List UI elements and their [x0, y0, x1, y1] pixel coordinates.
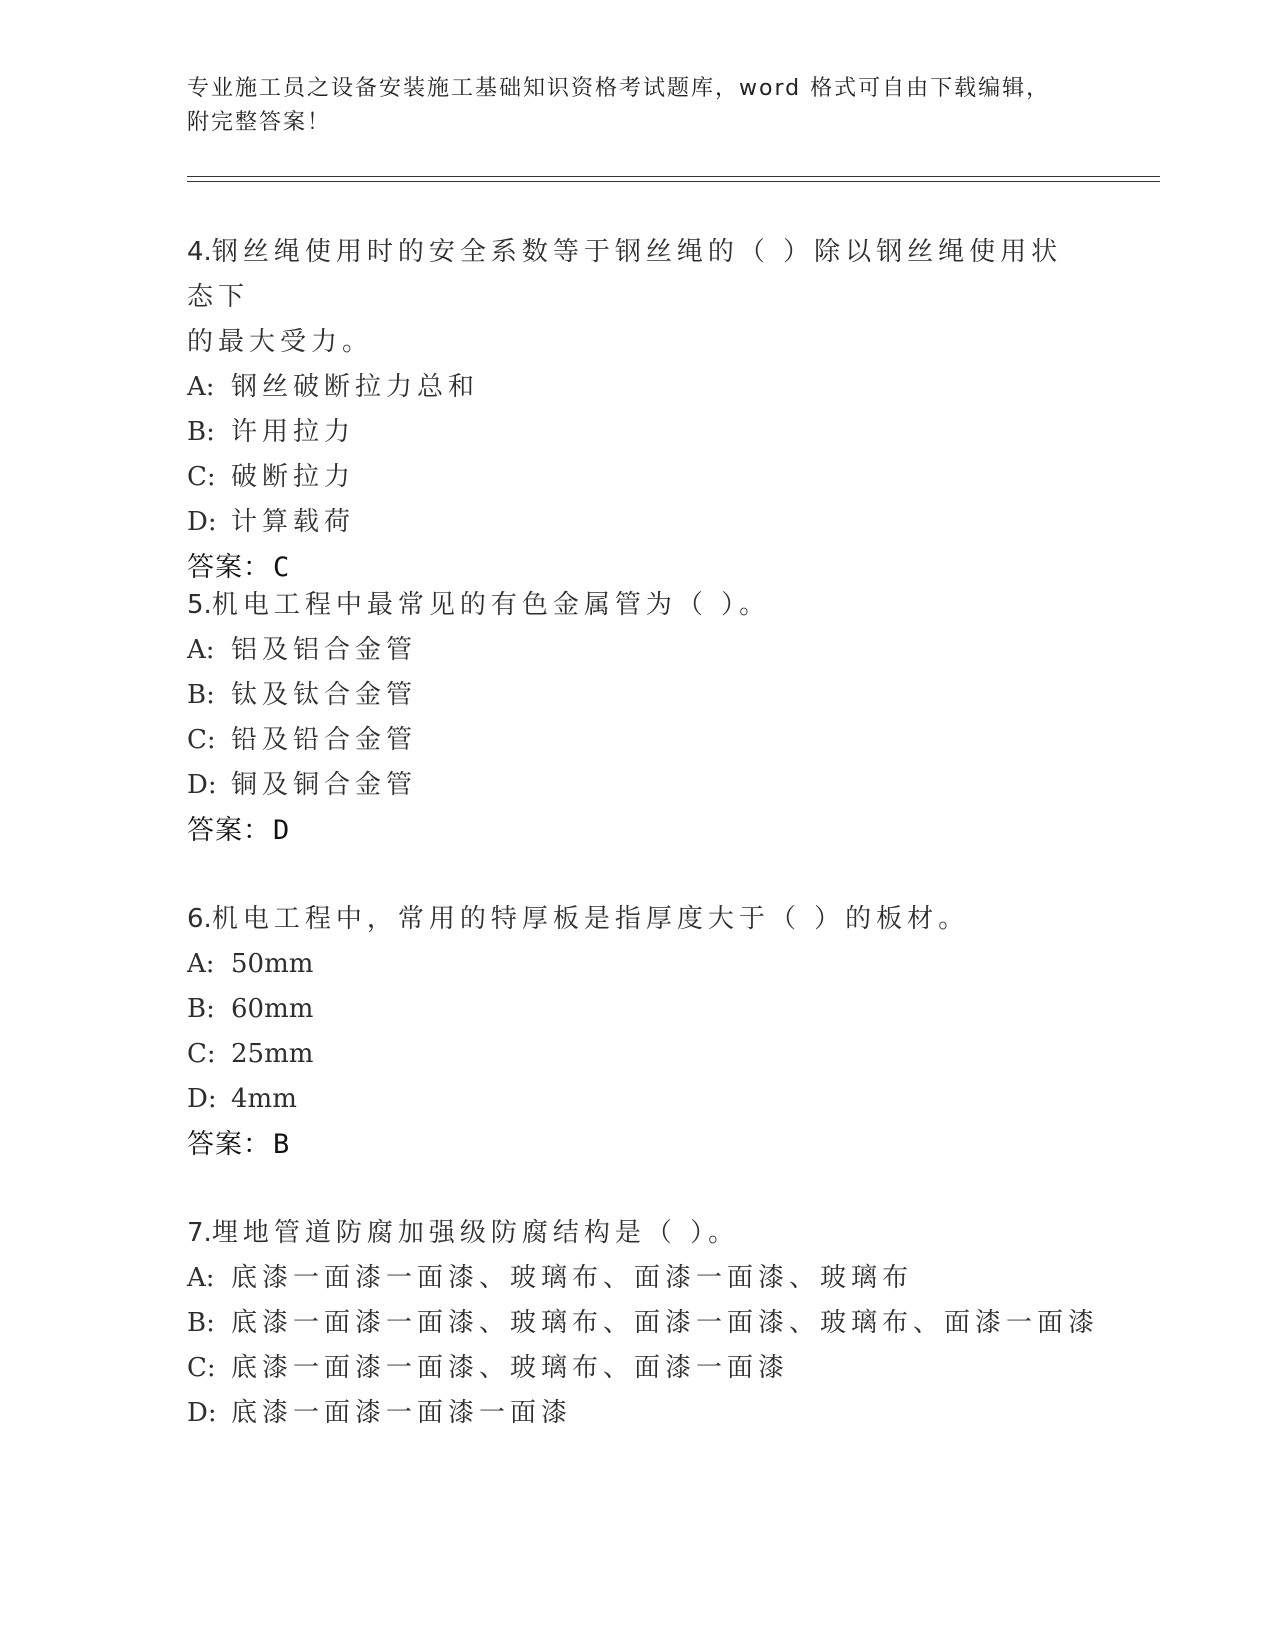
option-text: 许用拉力 — [231, 417, 356, 447]
question-text-line-1: 机电工程中，常用的特厚板是指厚度大于（ ）的板材。 — [211, 904, 970, 934]
question-text-line-1: 埋地管道防腐加强级防腐结构是（ ）。 — [211, 1218, 740, 1248]
option-text: 计算载荷 — [231, 507, 356, 537]
option-text: 破断拉力 — [231, 462, 356, 492]
option-text: 4mm — [231, 1084, 297, 1114]
option-text: 钢丝破断拉力总和 — [231, 372, 480, 402]
document-header — [187, 72, 1087, 140]
answer-value: D — [273, 815, 291, 846]
option-key: D: — [187, 770, 217, 800]
question-stem — [187, 230, 1087, 320]
header-divider-top — [187, 176, 1160, 177]
option-key: B: — [187, 680, 215, 710]
option-text: 25mm — [231, 1039, 314, 1069]
option-a — [187, 365, 1087, 410]
option-text: 底漆一面漆一面漆、玻璃布、面漆一面漆、玻璃布 — [231, 1263, 914, 1293]
option-key: D: — [187, 1084, 217, 1114]
question-number: 6. — [187, 904, 212, 934]
option-d — [187, 500, 1087, 545]
option-a — [187, 628, 1087, 673]
question-stem — [187, 1211, 1087, 1256]
option-text: 底漆一面漆一面漆、玻璃布、面漆一面漆、玻璃布、面漆一面漆 — [231, 1308, 1100, 1338]
option-text: 50mm — [231, 949, 314, 979]
answer-label: 答案： — [187, 1129, 271, 1160]
option-key: B: — [187, 1308, 215, 1338]
option-c — [187, 1346, 1087, 1391]
option-d — [187, 763, 1087, 808]
answer-value: C — [273, 552, 291, 583]
question-6 — [187, 897, 1087, 1167]
answer-value: B — [273, 1129, 291, 1160]
option-key: D: — [187, 1398, 217, 1428]
question-text-line-1: 机电工程中最常见的有色金属管为（ ）。 — [211, 590, 771, 620]
answer-label: 答案： — [187, 815, 271, 846]
answer — [187, 1122, 1087, 1167]
question-text-line-1: 钢丝绳使用时的安全系数等于钢丝绳的（ ）除以钢丝绳使用状态下 — [187, 237, 1063, 312]
header-line-2: 附完整答案！ — [187, 110, 332, 135]
question-5 — [187, 583, 1087, 853]
option-key: D: — [187, 507, 217, 537]
option-text: 60mm — [231, 994, 314, 1024]
option-c — [187, 1032, 1087, 1077]
answer-label: 答案： — [187, 552, 271, 583]
option-key: B: — [187, 994, 215, 1024]
option-a — [187, 1256, 1087, 1301]
option-d — [187, 1077, 1087, 1122]
option-key: A: — [187, 372, 215, 402]
option-key: A: — [187, 1263, 215, 1293]
option-key: C: — [187, 1353, 216, 1383]
question-7 — [187, 1211, 1100, 1436]
option-key: C: — [187, 725, 216, 755]
option-key: A: — [187, 949, 215, 979]
option-text: 铝及铝合金管 — [231, 635, 418, 665]
option-b — [187, 410, 1087, 455]
option-b — [187, 1301, 1100, 1346]
option-key: C: — [187, 1039, 216, 1069]
option-text: 底漆一面漆一面漆、玻璃布、面漆一面漆 — [231, 1353, 790, 1383]
option-text: 钛及钛合金管 — [231, 680, 418, 710]
option-key: B: — [187, 417, 215, 447]
question-stem — [187, 583, 1087, 628]
option-text: 底漆一面漆一面漆一面漆 — [231, 1398, 573, 1428]
header-line-1: 专业施工员之设备安装施工基础知识资格考试题库，word 格式可自由下载编辑， — [187, 76, 1051, 101]
option-b — [187, 987, 1087, 1032]
option-text: 铅及铅合金管 — [231, 725, 418, 755]
question-number: 4. — [187, 237, 212, 267]
answer — [187, 808, 1087, 853]
question-number: 5. — [187, 590, 212, 620]
option-key: C: — [187, 462, 216, 492]
question-number: 7. — [187, 1218, 212, 1248]
option-key: A: — [187, 635, 215, 665]
option-d — [187, 1391, 1087, 1436]
header-divider-bottom — [187, 181, 1160, 182]
option-c — [187, 718, 1087, 763]
option-c — [187, 455, 1087, 500]
option-text: 铜及铜合金管 — [231, 770, 418, 800]
option-a — [187, 942, 1087, 987]
question-4 — [187, 230, 1087, 590]
question-stem — [187, 897, 1087, 942]
question-text-line-2: 的最大受力。 — [187, 327, 374, 357]
option-b — [187, 673, 1087, 718]
